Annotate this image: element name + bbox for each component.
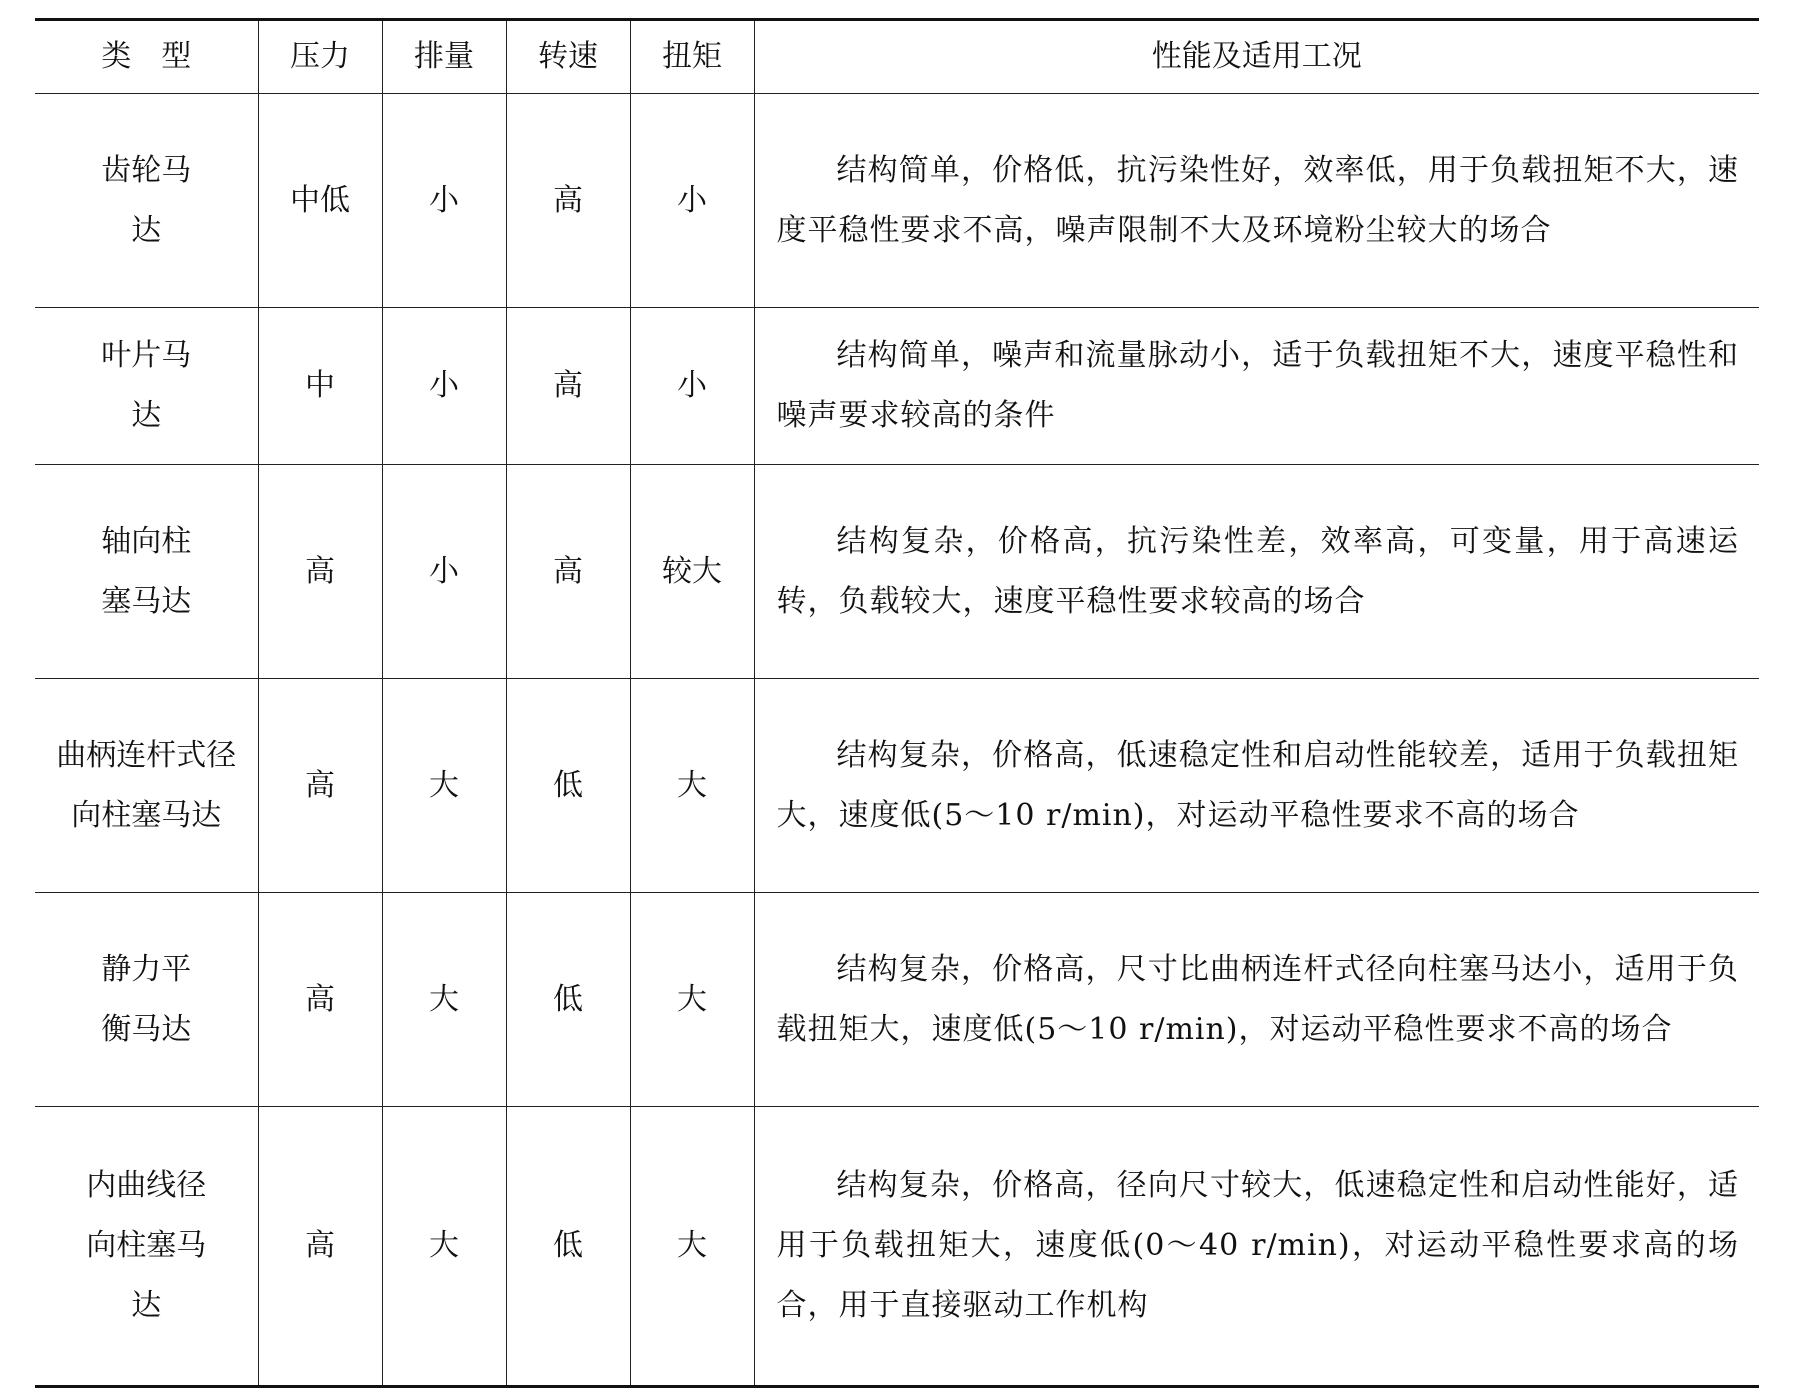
cell-pressure: 中低 <box>258 94 382 308</box>
cell-performance <box>754 1107 1759 1387</box>
performance-text: 结构复杂，价格高，抗污染性差，效率高，可变量，用于高速运转，负载较大，速度平稳性要求较高的场合 <box>776 523 1739 619</box>
table-row <box>35 893 1759 1107</box>
cell-pressure: 高 <box>258 893 382 1107</box>
cell-performance <box>754 94 1759 308</box>
cell-type: 静力平衡马达 <box>35 893 258 1107</box>
cell-speed: 高 <box>506 308 630 465</box>
cell-displacement: 大 <box>382 893 506 1107</box>
performance-text: 结构简单，噪声和流量脉动小，适于负载扭矩不大，速度平稳性和噪声要求较高的条件 <box>776 338 1739 433</box>
table-row <box>35 465 1759 679</box>
cell-torque: 大 <box>630 1107 754 1387</box>
motor-comparison-table-page <box>35 18 1759 1388</box>
table-row <box>35 308 1759 465</box>
cell-torque: 小 <box>630 308 754 465</box>
header-performance: 性能及适用工况 <box>754 20 1759 94</box>
cell-performance <box>754 893 1759 1107</box>
cell-type: 曲柄连杆式径向柱塞马达 <box>35 679 258 893</box>
hydraulic-motor-comparison-table <box>35 18 1759 1388</box>
table-header-row <box>35 20 1759 94</box>
header-torque: 扭矩 <box>630 20 754 94</box>
cell-pressure: 高 <box>258 465 382 679</box>
cell-type: 齿轮马达 <box>35 94 258 308</box>
header-pressure: 压力 <box>258 20 382 94</box>
cell-torque: 较大 <box>630 465 754 679</box>
performance-text: 结构复杂，价格高，尺寸比曲柄连杆式径向柱塞马达小，适用于负载扭矩大，速度低(5～10 r/min)，对运动平稳性要求不高的场合 <box>776 951 1739 1047</box>
cell-pressure: 高 <box>258 1107 382 1387</box>
cell-performance <box>754 465 1759 679</box>
cell-displacement: 大 <box>382 1107 506 1387</box>
cell-torque: 大 <box>630 893 754 1107</box>
cell-displacement: 小 <box>382 308 506 465</box>
cell-torque: 大 <box>630 679 754 893</box>
cell-speed: 高 <box>506 465 630 679</box>
header-speed: 转速 <box>506 20 630 94</box>
performance-text: 结构简单，价格低，抗污染性好，效率低，用于负载扭矩不大，速度平稳性要求不高，噪声限制不大及环境粉尘较大的场合 <box>776 152 1739 248</box>
cell-speed: 低 <box>506 679 630 893</box>
cell-speed: 低 <box>506 1107 630 1387</box>
header-type: 类 型 <box>35 20 258 94</box>
cell-type: 轴向柱塞马达 <box>35 465 258 679</box>
cell-type: 叶片马达 <box>35 308 258 465</box>
cell-torque: 小 <box>630 94 754 308</box>
cell-displacement: 小 <box>382 465 506 679</box>
cell-pressure: 中 <box>258 308 382 465</box>
cell-displacement: 大 <box>382 679 506 893</box>
cell-speed: 低 <box>506 893 630 1107</box>
cell-speed: 高 <box>506 94 630 308</box>
table-row <box>35 679 1759 893</box>
performance-text: 结构复杂，价格高，径向尺寸较大，低速稳定性和启动性能好，适用于负载扭矩大，速度低(0～40 r/min)，对运动平稳性要求高的场合，用于直接驱动工作机构 <box>776 1168 1739 1323</box>
performance-text: 结构复杂，价格高，低速稳定性和启动性能较差，适用于负载扭矩大，速度低(5～10 r/min)，对运动平稳性要求不高的场合 <box>776 737 1739 833</box>
cell-type: 内曲线径向柱塞马达 <box>86 1168 207 1323</box>
table-row <box>35 94 1759 308</box>
cell-performance <box>754 308 1759 465</box>
cell-pressure: 高 <box>258 679 382 893</box>
cell-performance <box>754 679 1759 893</box>
header-displacement: 排量 <box>382 20 506 94</box>
cell-displacement: 小 <box>382 94 506 308</box>
table-row <box>35 1107 1759 1387</box>
